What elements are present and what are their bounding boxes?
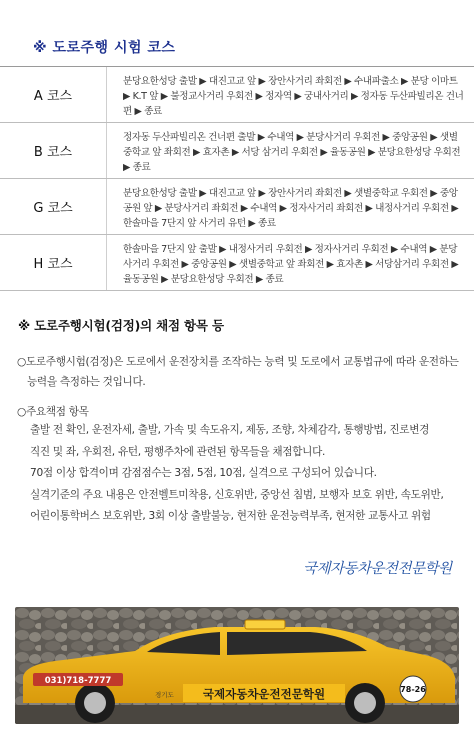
school-name-text: 국제자동차운전전문학원 [202,687,326,701]
course-name: A 코스 [0,67,107,122]
course-row-a [0,67,474,123]
grading-items-heading: ○주요책점 항목 [17,406,89,418]
driving-school-car-photo [15,607,459,724]
grading-intro-line: 능력을 측정하는 것입니다. [27,376,146,388]
car-illustration [15,607,459,724]
course-name: H 코스 [0,235,107,290]
course-route: 한솔마을 7단지 앞 출발 ▶ 내정사거리 우회전 ▶ 정자사거리 우회전 ▶ 수내역 ▶ 분당사거리 우회전 ▶ 중앙공원 ▶ 샛별중학교 앞 좌회전 ▶ 효자촌 ▶ 서당삼거리 우회전 ▶ 율동공원 ▶ 분당요한성당 우회전 ▶ 종료 [123,244,459,285]
grading-item-line: 직진 및 좌, 우회전, 유턴, 평행주차에 관련된 항목들을 채점합니다. [30,445,326,458]
grading-title: ※ 도로주행시험(검정)의 채점 항목 등 [18,318,224,333]
car-number-text: 78-26 [400,685,426,694]
course-row-b [0,123,474,179]
grading-intro-line: ○도로주행시험(검정)은 도로에서 운전장치를 조작하는 능력 및 도로에서 교통법규에 따라 운전하는 [17,356,459,368]
course-row-h [0,235,474,291]
course-name: B 코스 [0,123,107,178]
grading-item-line: 어린이통학버스 보호위반, 3회 이상 출발불능, 현저한 운전능력부족, 현저한 교통사고 위험 [30,510,431,522]
course-row-g [0,179,474,235]
grading-item-line: 70점 이상 합격이며 감점점수는 3점, 5점, 10점, 실격으로 구성되어 있습니다. [30,467,377,479]
course-route: 분당요한성당 출발 ▶ 대진고교 앞 ▶ 장안사거리 좌회전 ▶ 샛별중학교 우회전 ▶ 중앙공원 앞 ▶ 분당사거리 좌회전 ▶ 수내역 ▶ 정자사거리 좌회전 ▶ 내정사거리 우회전 ▶ 한솔마을 7단지 앞 사거리 유턴 ▶ 종료 [123,188,459,229]
grading-item-line: 실격기준의 주요 내용은 안전벨트미착용, 신호위반, 중앙선 침범, 보행자 보호 위반, 속도위반, [30,488,444,501]
course-route: 정자동 두산파빌리온 건너편 출발 ▶ 수내역 ▶ 분당사거리 우회전 ▶ 중앙공원 ▶ 샛별중학교 앞 좌회전 ▶ 효자촌 ▶ 서당 삼거리 우회전 ▶ 율동공원 ▶ 분당요한성당 우회전 ▶ 종료 [123,132,461,173]
course-route: 분당요한성당 출발 ▶ 대진고교 앞 ▶ 장안사거리 좌회전 ▶ 수내파출소 ▶ 분당 이마트 ▶ K.T 앞 ▶ 불정교사거리 우회전 ▶ 정자역 ▶ 궁내사거리 ▶ 정자동 두산파빌리온 건너편 ▶ 종료 [123,76,464,117]
course-name: G 코스 [0,179,107,234]
course-section-title: ※ 도로주행 시험 코스 [33,40,176,56]
grading-item-line: 출발 전 확인, 운전자세, 출발, 가속 및 속도유지, 제동, 조향, 차체감각, 통행방법, 진로변경 [30,424,430,436]
grading-intro [17,352,467,392]
school-signature: 국제자동차운전전문학원 [303,561,452,577]
grading-items-list [30,420,470,528]
region-text: 경기도 [155,691,174,699]
phone-number-text: 031)718-7777 [44,676,112,686]
course-table [0,66,474,291]
roof-sign [245,620,285,629]
